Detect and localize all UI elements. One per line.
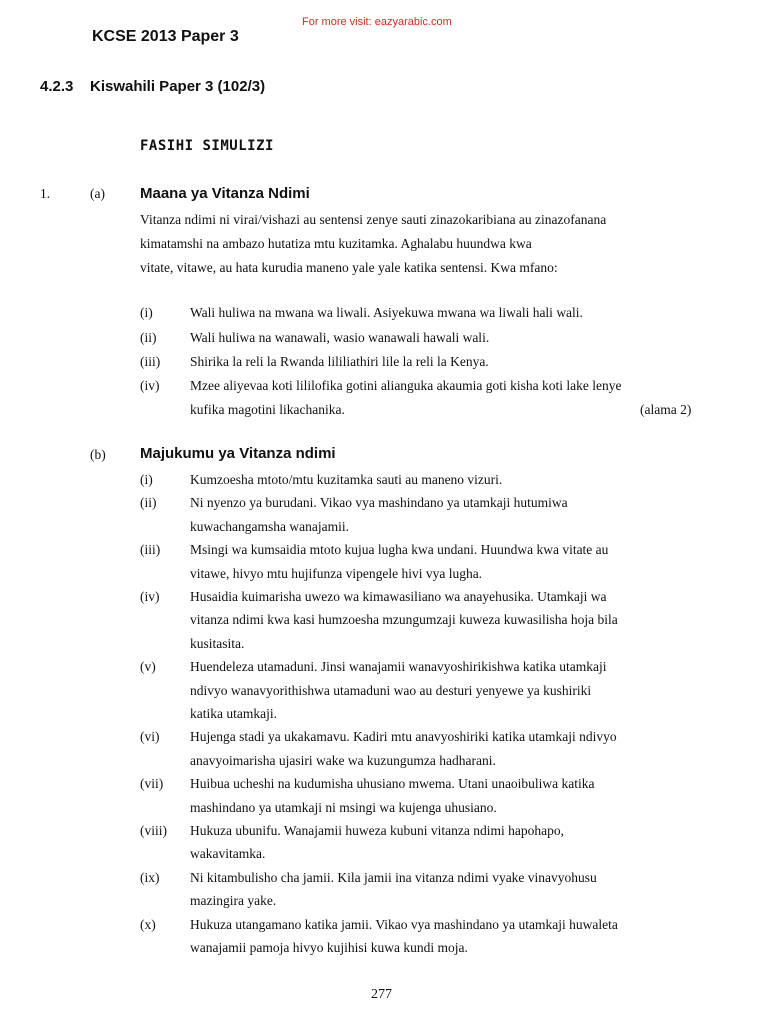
marks-allocation: (alama 2) <box>640 402 692 417</box>
example-text: Wali huliwa na mwana wa liwali. Asiyekuwa mwana wa liwali hali wali. <box>190 305 583 320</box>
definition-line: Vitanza ndimi ni virai/vishazi au sentensi zenye sauti zinazokaribiana au zinazofanana <box>140 212 607 227</box>
example-text: Mzee aliyevaa koti lililofika gotini alianguka akaumia goti kisha koti lake lenye <box>190 378 622 393</box>
section-title: Kiswahili Paper 3 (102/3) <box>90 78 266 95</box>
item-text: katika utamkaji. <box>190 706 277 721</box>
example-text: kufika magotini likachanika. <box>190 402 345 417</box>
example-text: Shirika la reli la Rwanda lililiathiri lile la reli la Kenya. <box>190 354 489 369</box>
item-text: Hujenga stadi ya ukakamavu. Kadiri mtu anavyoshiriki katika utamkaji ndivyo <box>190 729 617 745</box>
example-text: Wali huliwa na wanawali, wasio wanawali hawali wali. <box>190 330 490 345</box>
example-number: (iii) <box>140 354 161 369</box>
item-number: (v) <box>140 659 156 675</box>
definition-line: kimatamshi na ambazo hutatiza mtu kuzitamka. Aghalabu huundwa kwa <box>140 236 532 251</box>
definition-line: vitate, vitawe, au hata kurudia maneno yale yale katika sentensi. Kwa mfano: <box>140 260 558 275</box>
item-number: (vii) <box>140 776 164 792</box>
item-text: Huibua ucheshi na kudumisha uhusiano mwema. Utani unaoibuliwa katika <box>190 776 595 792</box>
item-text: vitawe, hivyo mtu hujifunza vipengele hivi vya lugha. <box>190 565 483 581</box>
item-text: kuwachangamsha wanajamii. <box>190 518 349 534</box>
part-a-label: (a) <box>90 186 105 201</box>
item-text: Ni nyenzo ya burudani. Vikao vya mashindano ya utamkaji hutumiwa <box>190 495 568 511</box>
item-text: wakavitamka. <box>190 846 266 862</box>
example-number: (ii) <box>140 330 157 345</box>
item-number: (x) <box>140 916 156 932</box>
item-number: (ix) <box>140 869 160 885</box>
item-text: Ni kitambulisho cha jamii. Kila jamii ina vitanza ndimi vyake vinavyohusu <box>190 869 597 885</box>
item-number: (ii) <box>140 495 157 511</box>
item-text: mashindano ya utamkaji ni msingi wa kujenga uhusiano. <box>190 799 497 815</box>
subheading: FASIHI SIMULIZI <box>140 138 274 154</box>
part-a-heading: Maana ya Vitanza Ndimi <box>140 185 310 202</box>
website-notice: For more visit: eazyarabic.com <box>302 16 452 28</box>
item-text: ndivyo wanavyorithishwa utamaduni wao au desturi yenyewe ya kushiriki <box>190 682 592 698</box>
part-b-heading: Majukumu ya Vitanza ndimi <box>140 445 336 462</box>
item-text: Hukuza ubunifu. Wanajamii huweza kubuni vitanza ndimi hapohapo, <box>190 823 564 838</box>
item-number: (vi) <box>140 729 160 745</box>
item-text: anavyoimarisha ujasiri wake wa kuzungumza hadharani. <box>190 752 496 768</box>
item-text: Kumzoesha mtoto/mtu kuzitamka sauti au maneno vizuri. <box>190 472 503 487</box>
item-text: mazingira yake. <box>190 893 277 909</box>
item-number: (viii) <box>140 823 167 838</box>
page-number: 277 <box>371 987 392 1002</box>
item-text: Hukuza utangamano katika jamii. Vikao vya mashindano ya utamkaji huwaleta <box>190 916 618 932</box>
item-text: Husaidia kuimarisha uwezo wa kimawasiliano wa anayehusika. Utamkaji wa <box>190 589 607 604</box>
example-number: (i) <box>140 305 153 320</box>
item-text: kusitasita. <box>190 635 245 651</box>
item-number: (iv) <box>140 589 160 604</box>
part-b-label: (b) <box>90 447 106 462</box>
question-number: 1. <box>40 186 51 201</box>
paper-header-title: KCSE 2013 Paper 3 <box>92 28 239 45</box>
item-text: Msingi wa kumsaidia mtoto kujua lugha kwa undani. Huundwa kwa vitate au <box>190 542 609 558</box>
item-text: vitanza ndimi kwa kasi humzoesha mzungumzaji kuweza kuwasilisha hoja bila <box>190 612 618 628</box>
example-number: (iv) <box>140 378 160 393</box>
item-number: (iii) <box>140 542 161 558</box>
item-text: Huendeleza utamaduni. Jinsi wanajamii wanavyoshirikishwa katika utamkaji <box>190 659 607 675</box>
item-number: (i) <box>140 472 153 487</box>
section-number: 4.2.3 <box>40 78 74 95</box>
item-text: wanajamii pamoja hivyo kujihisi kuwa kundi moja. <box>190 940 468 955</box>
